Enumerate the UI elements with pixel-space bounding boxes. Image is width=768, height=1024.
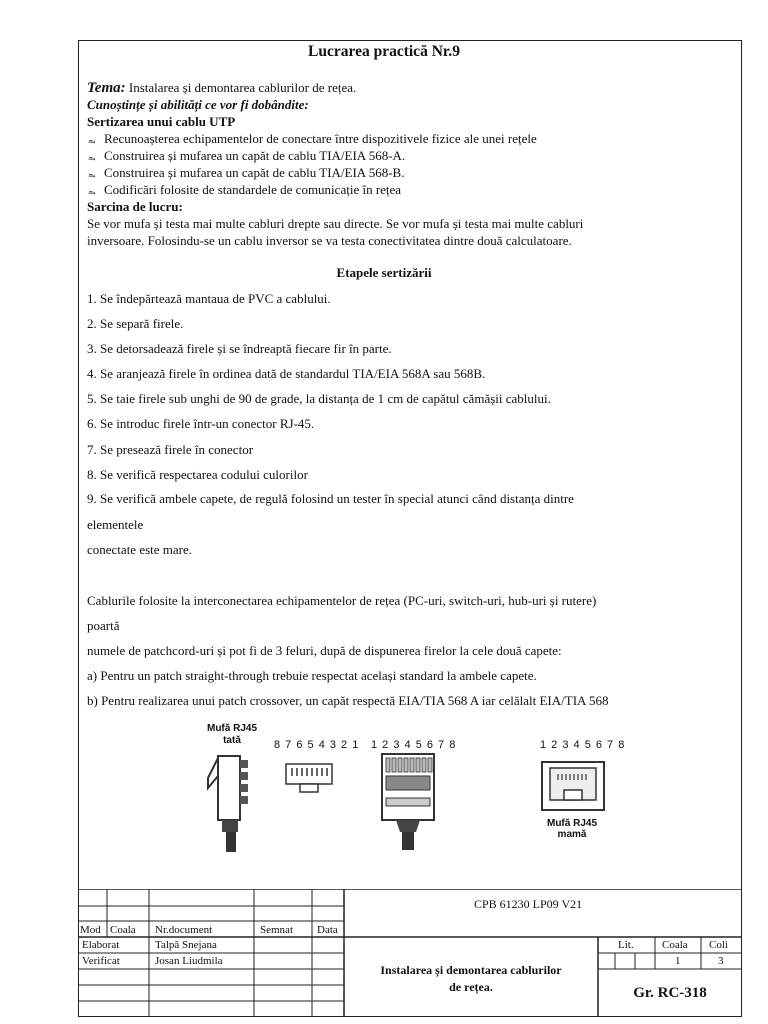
col-coala: Coala — [110, 924, 136, 936]
theme-line — [87, 80, 356, 97]
theme-text: Instalarea și demontarea cablurilor de rețea. — [128, 80, 357, 95]
objective-item: Construirea și mufarea un capăt de cablu TIA/EIA 568-B. — [104, 165, 405, 180]
col-mod: Mod — [80, 924, 101, 936]
skills-heading: Cunoștințe și abilități ce vor fi dobândite: — [87, 97, 309, 112]
step-item: 5. Se taie firele sub unghi de 90 de grade, la distanța de 1 cm de capătul cămășii cablului. — [87, 391, 551, 406]
rj45-jack-illustration — [540, 760, 606, 812]
female-jack-label: Mufă RJ45 mamă — [546, 818, 597, 840]
step-item: 8. Se verifică respectarea codului culorilor — [87, 467, 308, 482]
cables-text: poartă — [87, 618, 120, 633]
bullet-icon: ⥲ — [88, 188, 96, 198]
group-code: Gr. RC-318 — [633, 985, 707, 1001]
pin-order-desc: 8 7 6 5 4 3 2 1 — [274, 739, 360, 751]
verificat-label: Verificat — [82, 955, 120, 967]
task-text: inversoare. Folosindu-se un cablu inversor se va testa conectivitatea dintre două calculatoare. — [87, 233, 572, 248]
elaborat-label: Elaborat — [82, 939, 120, 951]
step-item: 2. Se separă firele. — [87, 316, 184, 331]
rj45-plug-side-illustration — [200, 748, 260, 853]
crimp-heading: Sertizarea unui cablu UTP — [87, 114, 236, 129]
step-item: 9. Se verifică ambele capete, de regulă folosind un tester în special atunci când distanța dintre — [87, 491, 574, 506]
coala-value: 1 — [675, 955, 681, 967]
cables-text: numele de patchcord-uri și pot fi de 3 feluri, după de dispunerea firelor la cele două capete: — [87, 643, 562, 658]
coala-label: Coala — [662, 939, 688, 951]
task-heading: Sarcina de lucru: — [87, 199, 183, 214]
pin-order-asc: 1 2 3 4 5 6 7 8 — [371, 739, 457, 751]
bullet-icon: ⥲ — [88, 171, 96, 181]
doc-title: Instalarea și demontarea cablurilor de rețea. — [380, 963, 562, 994]
objective-item: Codificări folosite de standardele de comunicație în rețea — [104, 182, 402, 197]
bullet-icon: ⥲ — [88, 154, 96, 164]
lit-label: Lit. — [618, 939, 634, 951]
elaborat-name: Talpă Snejana — [155, 939, 217, 951]
step-item: 6. Se introduc firele într-un conector RJ-45. — [87, 416, 315, 431]
cables-text: a) Pentru un patch straight-through trebuie respectat același standard la ambele capete. — [87, 668, 537, 683]
coli-value: 3 — [718, 955, 724, 967]
step-item: conectate este mare. — [87, 542, 193, 557]
step-item: 7. Se presează firele în conector — [87, 442, 254, 457]
task-text: Se vor mufa și testa mai multe cabluri drepte sau directe. Se vor mufa și testa mai multe cabluri — [87, 216, 584, 231]
steps-heading: Etapele sertizării — [336, 265, 432, 280]
step-item: 1. Se îndepărtează mantaua de PVC a cablului. — [87, 291, 331, 306]
rj45-plug-front-illustration — [284, 760, 334, 796]
col-semnat: Semnat — [260, 924, 293, 936]
cables-text: b) Pentru realizarea unui patch crossover, un capăt respectă EIA/TIA 568 A iar celălalt EIA/TIA 568 — [87, 693, 609, 708]
step-item: 3. Se detorsadează firele și se îndreaptă fiecare fir în parte. — [87, 341, 392, 356]
step-item: 4. Se aranjează firele în ordinea dată de standardul TIA/EIA 568A sau 568B. — [87, 366, 486, 381]
bullet-icon: ⥲ — [88, 137, 96, 147]
page-title: Lucrarea practică Nr.9 — [308, 43, 460, 60]
theme-label: Tema: — [87, 80, 126, 96]
col-data: Data — [317, 924, 338, 936]
step-item: elementele — [87, 517, 144, 532]
doc-code: CPB 61230 LP09 V21 — [474, 897, 583, 911]
objective-item: Construirea și mufarea un capăt de cablu TIA/EIA 568-A. — [104, 148, 406, 163]
rj45-plug-top-illustration — [376, 752, 440, 852]
verificat-name: Josan Liudmila — [155, 955, 223, 967]
coli-label: Coli — [709, 939, 728, 951]
objective-item: Recunoașterea echipamentelor de conectare între dispozitivele fizice ale unei rețele — [104, 131, 537, 146]
col-nr-document: Nr.document — [155, 924, 213, 936]
cables-text: Cablurile folosite la interconectarea echipamentelor de rețea (PC-uri, switch-uri, hub-uri și rutere) — [87, 593, 597, 608]
jack-pin-order: 1 2 3 4 5 6 7 8 — [540, 739, 626, 751]
male-plug-label: Mufă RJ45 tată — [206, 723, 257, 746]
